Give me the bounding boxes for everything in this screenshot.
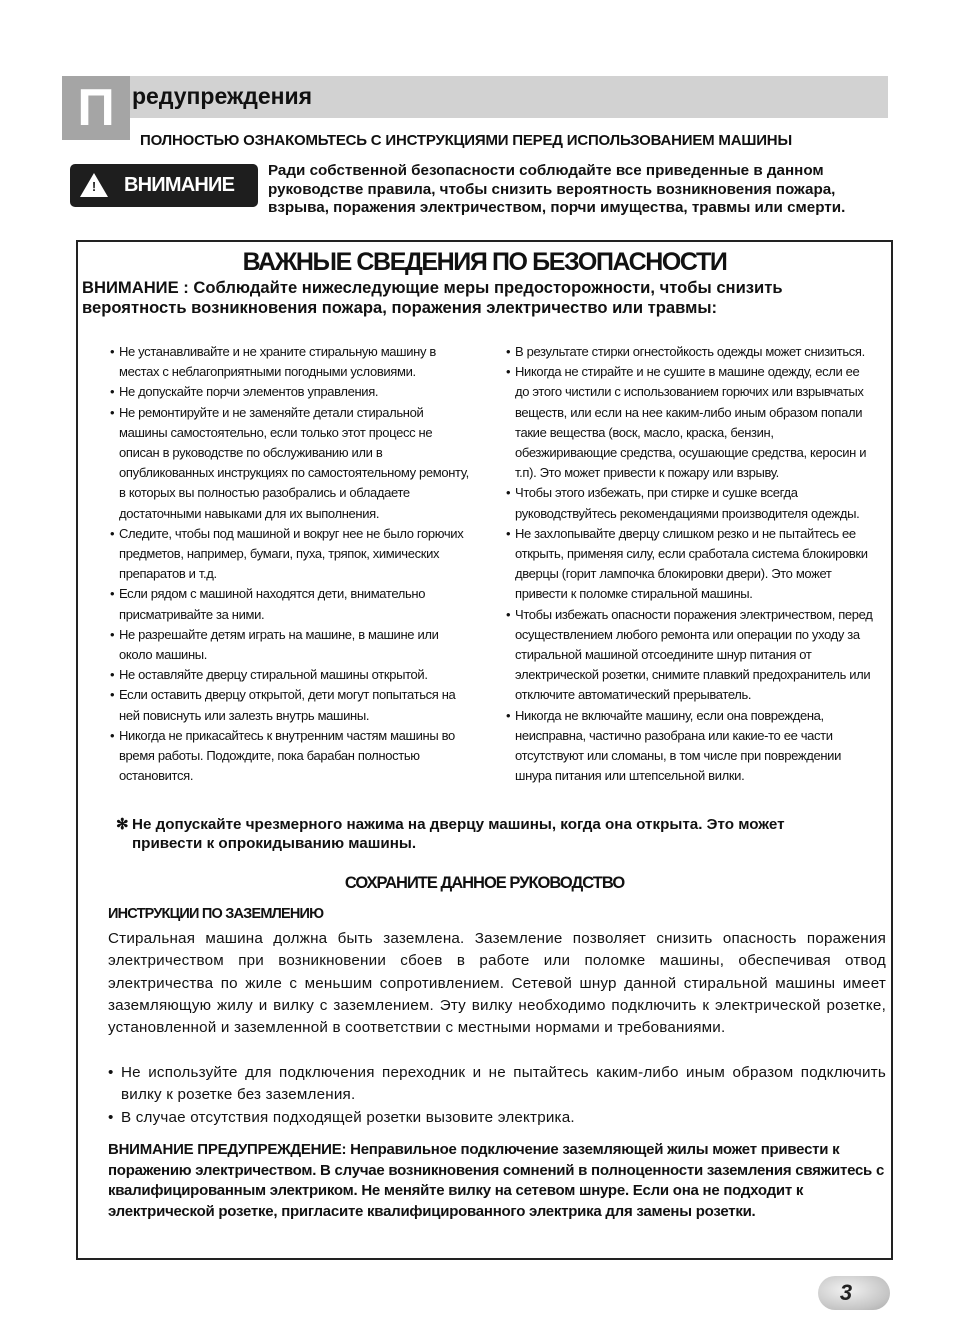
list-item: • В результате стирки огнестойкость одежды может снизиться. — [506, 342, 876, 362]
list-item: • Не устанавливайте и не храните стиральную машину в местах с неблагоприятными погодными условиями. — [110, 342, 470, 382]
grounding-warning: ВНИМАНИЕ ПРЕДУПРЕЖДЕНИЕ: Неправильное подключение заземляющей жилы может привести к поражению электричеством. В случае возникновения сомнений в полноценности заземления свяжитесь с квалифицированным электриком. Не меняйте вилку на сетевом шнуре. Если она не подходит к электрической розетке, пригласите квалифицированного электрика для замены розетки. — [108, 1141, 885, 1220]
asterisk-icon: ✻ — [116, 816, 129, 833]
safety-title: ВАЖНЫЕ СВЕДЕНИЯ ПО БЕЗОПАСНОСТИ — [242, 248, 727, 276]
header-initial-letter: П — [62, 76, 130, 140]
list-item: • В случае отсутствия подходящей розетки вызовите электрика. — [108, 1107, 886, 1129]
list-item: • Никогда не прикасайтесь к внутренним частям машины во время работы. Подождите, пока барабан полностью остановится. — [110, 726, 470, 787]
safety-info-box — [76, 240, 893, 1260]
list-item: • Не оставляйте дверцу стиральной машины открытой. — [110, 665, 470, 685]
grounding-text: Стиральная машина должна быть заземлена. Заземление позволяет снизить опасность поражения электричеством при возникновении сбоев в работе или поломке машины, обеспечивая отвод электричества по жиле с меньшим сопротивлением. Сетевой шнур данной стиральной машины имеет заземляющую жилу и вилку с заземлением. Эту вилку необходимо подключить к электрической розетке, установленной и заземленной в соответствии с местными нормами и требованиями. — [108, 930, 886, 1037]
grounding-title: ИНСТРУКЦИИ ПО ЗАЗЕМЛЕНИЮ — [108, 906, 324, 922]
list-item: • Не разрешайте детям играть на машине, в машине или около машины. — [110, 625, 470, 665]
list-item: • Чтобы этого избежать, при стирке и сушке всегда руководствуйтесь рекомендациями производителя одежды. — [506, 483, 876, 523]
list-item: • Не используйте для подключения переходник и не пытайтесь каким-либо иным образом подключить вилку к розетке без заземления. — [108, 1062, 886, 1107]
grounding-list — [108, 1062, 886, 1129]
list-item: • Не захлопывайте дверцу слишком резко и не пытайтесь ее открыть, применяя силу, если сработала система блокировки дверцы (горит лампочка блокировки двери). Это может привести к поломке стиральной машины. — [506, 524, 876, 605]
list-item: • Следите, чтобы под машиной и вокруг нее не было горючих предметов, например, бумаги, пуха, тряпок, химических препаратов и т.д. — [110, 524, 470, 585]
safety-warning: ВНИМАНИЕ : Соблюдайте нижеследующие меры предосторожности, чтобы снизить вероятность возникновения пожара, поражения электричество или травмы: — [82, 278, 783, 317]
list-item: • Никогда не включайте машину, если она повреждена, неисправна, частично разобрана или какие-то ее части отсутствуют или сломаны, в том числе при повреждении шнура питания или штепсельной вилки. — [506, 706, 876, 787]
page-number: 3 — [839, 1280, 853, 1305]
caution-badge — [70, 164, 258, 207]
page-title: редупреждения — [132, 83, 313, 109]
save-manual-heading: СОХРАНИТЕ ДАННОЕ РУКОВОДСТВО — [344, 874, 625, 892]
list-item: • Никогда не стирайте и не сушите в машине одежду, если ее до этого чистили с использованием горючих или взрывчатых веществ, или если на нее каким-либо иным образом попали такие вещества (воск, масло, краска, бензин, обезжиривающие средства, осушающие средства, керосин и т.п). Это может привести к пожару или взрыву. — [506, 362, 876, 483]
list-item: • Если рядом с машиной находятся дети, внимательно присматривайте за ними. — [110, 584, 470, 624]
list-item: • Если оставить дверцу открытой, дети могут попытаться на ней повиснуть или залезть внутрь машины. — [110, 685, 470, 725]
caution-badge-label: ВНИМАНИЕ — [124, 174, 235, 196]
page-number-badge — [818, 1276, 890, 1310]
list-item: • Чтобы избежать опасности поражения электричеством, перед осуществлением любого ремонта или операции по уходу за стиральной машиной отсоедините шнур питания от электрической розетки, снимите плавкий предохранитель или отключите автоматический прерыватель. — [506, 605, 876, 706]
page-subtitle: ПОЛНОСТЬЮ ОЗНАКОМЬТЕСЬ С ИНСТРУКЦИЯМИ ПЕРЕД ИСПОЛЬЗОВАНИЕМ МАШИНЫ — [140, 132, 792, 149]
safety-list-left — [110, 342, 470, 786]
list-item: • Не допускайте порчи элементов управления. — [110, 382, 470, 402]
safety-list-right — [506, 342, 876, 786]
door-pressure-note-text: Не допускайте чрезмерного нажима на дверцу машины, когда она открыта. Это может привести к опрокидыванию машины. — [132, 816, 785, 852]
list-item: • Не ремонтируйте и не заменяйте детали стиральной машины самостоятельно, если только этот процесс не описан в руководстве по обслуживанию или в опубликованных инструкциях по самостоятельному ремонту, в которых вы полностью разобрались и обладаете достаточными навыками для их выполнения. — [110, 403, 470, 524]
caution-text: Ради собственной безопасности соблюдайте все приведенные в данном руководстве правила, чтобы снизить вероятность возникновения пожара, взрыва, поражения электричеством, порчи имущества, травмы или смерти. — [268, 162, 846, 217]
door-pressure-note — [116, 816, 846, 853]
exclamation-icon: ! — [91, 179, 97, 194]
